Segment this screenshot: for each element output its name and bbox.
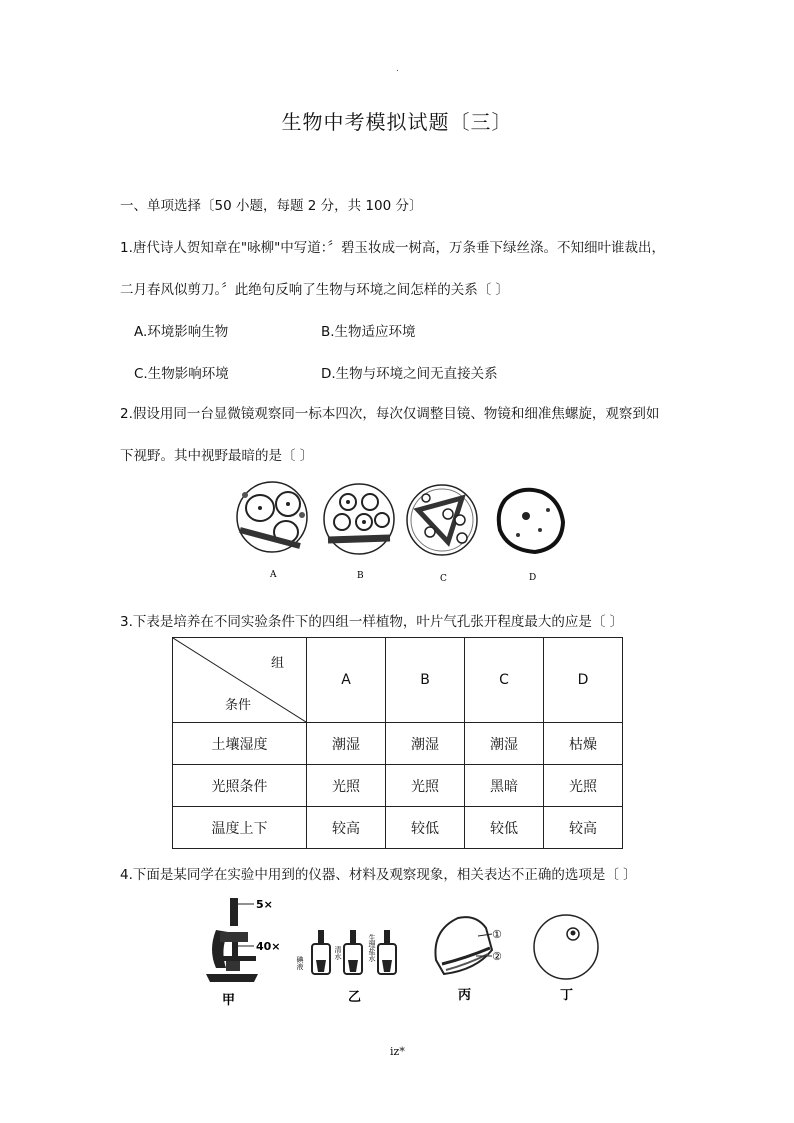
table-header-c: C [465,638,544,723]
table-cell: 光照 [307,765,386,807]
marker-2: ② [492,950,502,963]
cell-illustration [534,915,598,979]
table-cell: 较低 [465,807,544,849]
row-label: 温度上下 [173,807,307,849]
conditions-table [172,637,623,849]
fig-label-yi: 乙 [348,990,362,1005]
bottle-label-water: 清水 [334,946,342,960]
table-cell: 黑暗 [465,765,544,807]
leaf-section-illustration [435,917,492,974]
q1-line2: 二月春风似剪刀。〞此绝句反响了生物与环境之间怎样的关系〔 〕 [120,282,510,298]
table-corner-cell [173,638,307,723]
corner-top-label: 组 [270,656,284,671]
q1-option-d: D.生物与环境之间无直接关系 [321,366,498,382]
q1-line1: 1.唐代诗人贺知章在"咏柳"中写道：〞碧玉妆成一树高，万条垂下绿丝涤。不知细叶谁裁出， [120,240,666,256]
table-header-d: D [544,638,623,723]
row-label: 光照条件 [173,765,307,807]
fig-label-bing: 丙 [458,988,472,1003]
table-cell: 潮湿 [465,723,544,765]
microscope-views-figure [230,480,580,590]
table-cell: 潮湿 [307,723,386,765]
q2-line1: 2.假设用同一台显微镜观察同一标本四次，每次仅调整目镜、物镜和细准焦螺旋，观察到如 [120,406,660,422]
bottle-label-saline: 生理盐水 [368,934,376,962]
table-cell: 潮湿 [386,723,465,765]
q4-line1: 4.下面是某同学在实验中用到的仪器、材料及观察现象，相关表达不正确的选项是〔 〕 [120,867,637,883]
row-label: 土壤湿度 [173,723,307,765]
table-cell: 较低 [386,807,465,849]
q1-option-a: A.环境影响生物 [134,324,229,340]
table-row [173,723,623,765]
page-title: 生物中考模拟试题〔三〕 [281,110,513,134]
page-footer: iz* [390,1045,405,1058]
q3-line1: 3.下表是培养在不同实验条件下的四组一样植物，叶片气孔张开程度最大的应是〔 〕 [120,614,624,630]
microscope-illustration [206,898,258,982]
fig-label-jia: 甲 [222,993,236,1008]
view-d-label: D [529,573,537,583]
magnification-5x: 5× [256,898,273,911]
table-cell: 较高 [544,807,623,849]
view-d-illustration [499,490,563,552]
view-a-label: A [270,570,277,580]
reagent-bottles-illustration [312,930,396,974]
view-c-illustration [407,485,477,555]
apparatus-figure [196,890,616,1012]
view-b-label: B [357,571,364,581]
table-cell: 枯燥 [544,723,623,765]
table-cell: 光照 [386,765,465,807]
q1-option-c: C.生物影响环境 [134,366,229,382]
q2-line2: 下视野。其中视野最暗的是〔 〕 [120,448,314,464]
corner-bottom-label: 条件 [225,698,252,713]
view-c-label: C [440,574,447,584]
table-cell: 较高 [307,807,386,849]
bottle-label-iodine: 碘液 [296,956,304,970]
magnification-40x: 40× [256,940,281,953]
view-b-illustration [324,484,394,554]
table-cell: 光照 [544,765,623,807]
section-heading: 一、单项选择〔50 小题，每题 2 分，共 100 分〕 [120,198,423,214]
header-mark: . [396,64,399,74]
fig-label-ding: 丁 [560,988,574,1003]
q1-option-b: B.生物适应环境 [321,324,416,340]
table-header-b: B [386,638,465,723]
table-row [173,765,623,807]
view-a-illustration [237,482,307,552]
marker-1: ① [492,928,502,941]
table-row [173,807,623,849]
table-header-a: A [307,638,386,723]
